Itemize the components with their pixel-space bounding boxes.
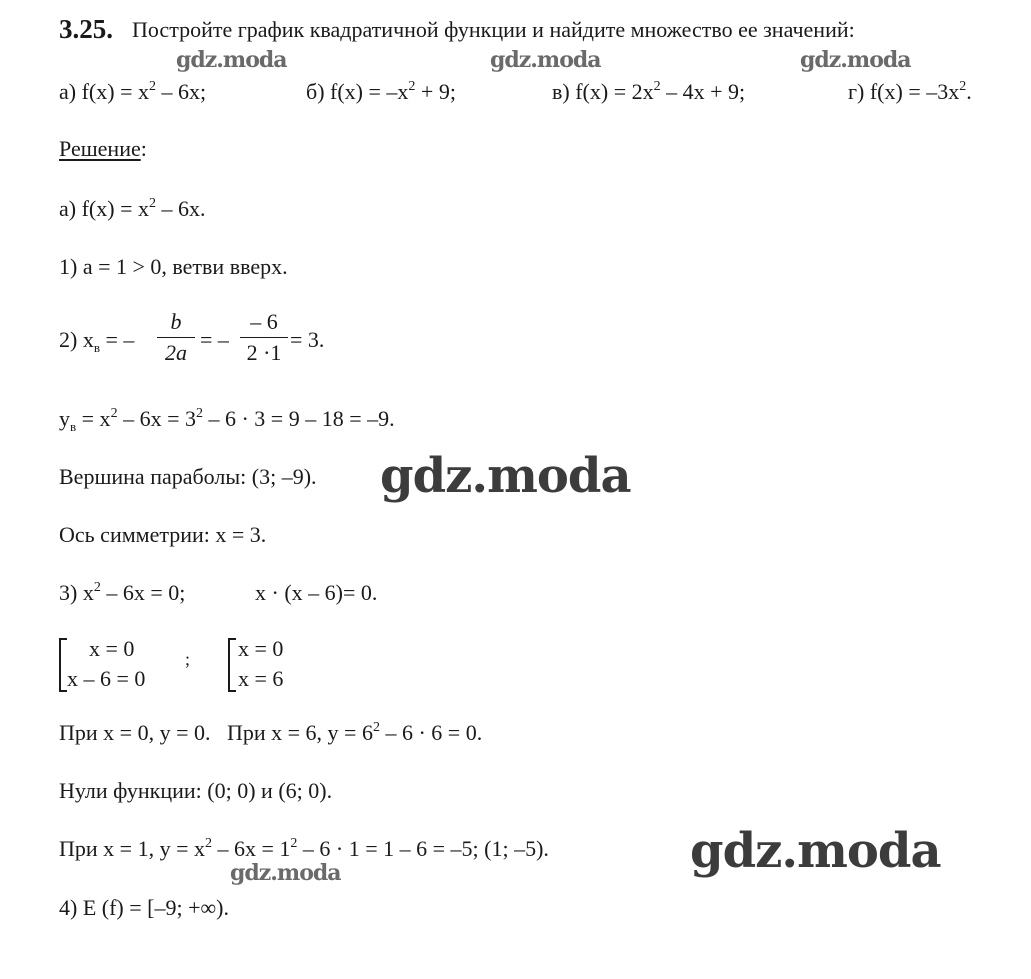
task-v: в) $f(x) = 2x^2 - 4x + 9$;: [552, 79, 746, 104]
task-a: а) $f(x) = x^2 - 6x$;: [59, 79, 207, 104]
step-2-eq2: = –: [200, 327, 229, 352]
range-of-function: 4) E (f) = [–9; +∞).: [59, 895, 230, 920]
watermark: gdz.moda: [176, 47, 287, 73]
watermark: gdz.moda: [380, 448, 631, 504]
y-vertex: $y_в = x^2 - 6x = 3^2 - 6 \cdot 3 = 9 - 18 = -9$.: [59, 406, 395, 434]
function-zeros: Нули функции: (0; 0) и (6; 0).: [59, 778, 333, 803]
watermark: gdz.moda: [490, 47, 601, 73]
value-at-one: При x = 1, $y = x^2 - 6x = 1^2 - 6 \cdot 1 = 1 - 6 = -5$; (1; –5).: [59, 836, 549, 861]
step-3-equation: 3) $x^2 - 6x = 0$;: [59, 580, 186, 605]
problem-number: 3.25.: [59, 14, 113, 44]
step-3-factored: x · (x – 6)= 0.: [255, 580, 378, 605]
task-b: б) $f(x) = -x^2 + 9$;: [306, 79, 456, 104]
step-2-lead: 2) $x_в$ = –: [59, 327, 135, 355]
step-2-result: = 3.: [290, 327, 325, 352]
fraction-minus6-over-2: – 6 2 ·1: [240, 309, 288, 366]
system-1: x = 0 x – 6 = 0: [59, 636, 189, 692]
values-at-zeros: При x = 0, y = 0. При x = 6, $y = 6^2 - 6 \cdot 6 = 0$.: [59, 720, 483, 745]
watermark: gdz.moda: [690, 823, 941, 879]
watermark: gdz.moda: [800, 47, 911, 73]
solution-heading: Решение:: [59, 136, 147, 161]
part-a-function: а) $f(x) = x^2 - 6x$.: [59, 196, 206, 221]
symmetry-axis: Ось симметрии: x = 3.: [59, 522, 267, 547]
watermark: gdz.moda: [230, 860, 341, 886]
task-g: г) $f(x) = -3x^2$.: [848, 79, 972, 104]
problem-statement: Постройте график квадратичной функции и найдите множество ее значений:: [132, 17, 855, 42]
step-1: 1) a = 1 > 0, ветви вверх.: [59, 254, 288, 279]
fraction-b-over-2a: b 2a: [157, 309, 195, 366]
vertex: Вершина параболы: (3; –9).: [59, 464, 317, 489]
system-2: x = 0 x = 6: [228, 636, 308, 692]
system-separator: ;: [185, 649, 191, 669]
